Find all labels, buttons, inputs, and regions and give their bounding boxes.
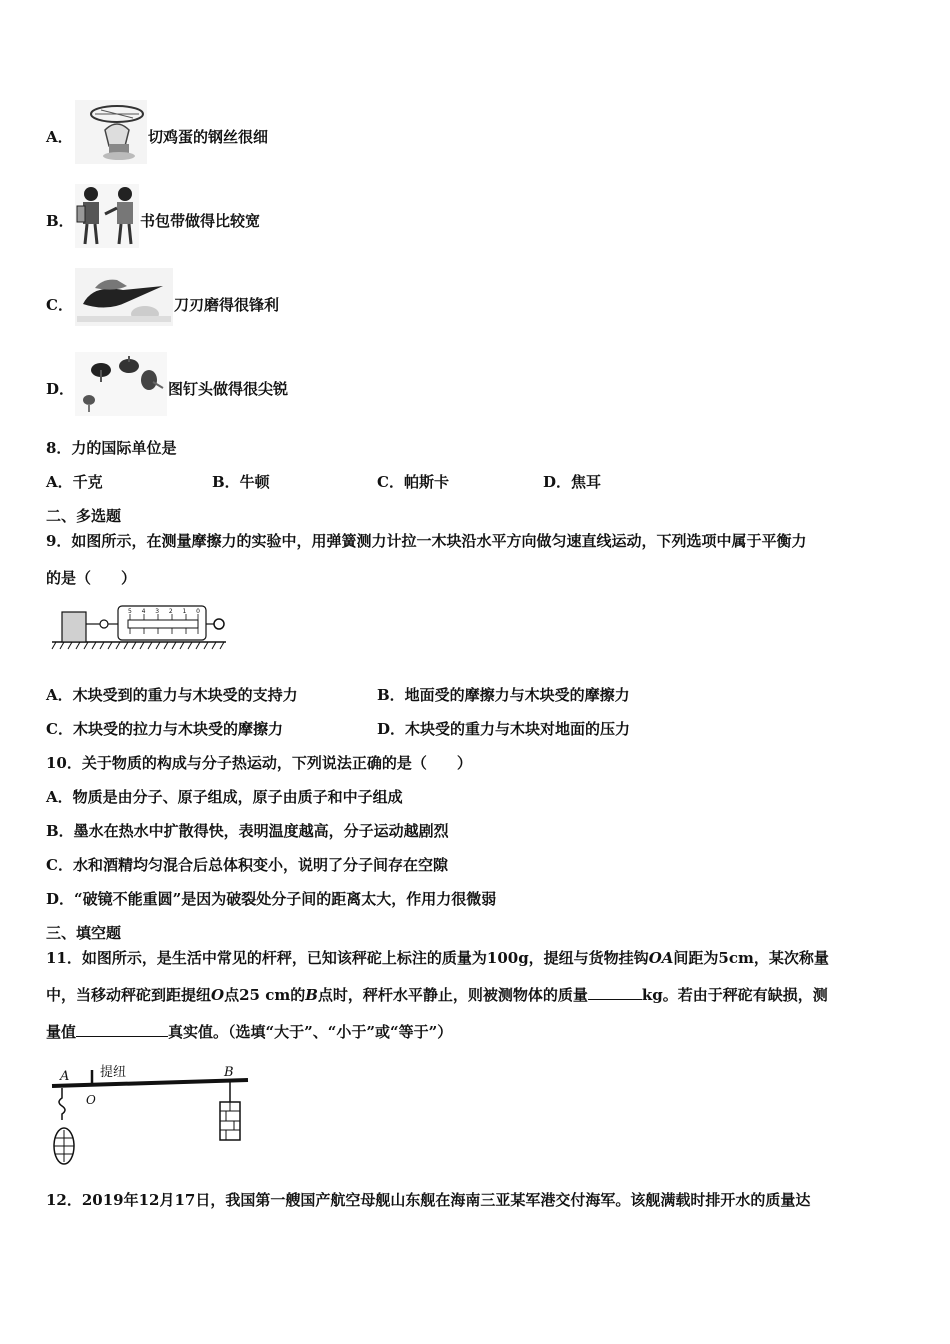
q11-line2-part1: 中，当移动秤砣到距提纽 xyxy=(46,986,212,1004)
q11-answer-blank-1[interactable] xyxy=(588,985,642,1000)
q9-stem-line1: 9．如图所示，在测量摩擦力的实验中，用弹簧测力计拉一木块沿水平方向做匀速直线运动，下列选项中属于平衡力 xyxy=(46,532,807,550)
q9-option-c: C．木块受的拉力与木块受的摩擦力 xyxy=(46,720,283,738)
q8-option-a: A．千克 xyxy=(46,473,103,491)
q10-stem: 10．关于物质的构成与分子热运动，下列说法正确的是（ ） xyxy=(46,754,472,772)
q8-option-b: B．牛顿 xyxy=(212,473,270,491)
q11-line3 xyxy=(46,1022,452,1042)
steelyard-label-o: O xyxy=(86,1093,96,1107)
q9-option-a: A．木块受到的重力与木块受的支持力 xyxy=(46,686,298,704)
steelyard-label-a: A xyxy=(60,1069,70,1084)
q8-option-c: C．帕斯卡 xyxy=(377,473,449,491)
q11-line1 xyxy=(46,948,829,968)
steelyard-label-b: B xyxy=(224,1065,234,1080)
spring-scale-diagram xyxy=(50,602,230,654)
q12-stem: 12．2019年12月17日，我国第一艘国产航空母舰山东舰在海南三亚某军港交付海军。该舰满载时排开水的质量达 xyxy=(46,1191,811,1209)
q11-line1-part1: 11．如图所示，是生活中常见的杆秤，已知该秤砣上标注的质量为100g，提纽与货物挂钩 xyxy=(46,949,649,967)
q11-o-symbol: O xyxy=(211,986,225,1004)
q11-answer-blank-2[interactable] xyxy=(76,1022,168,1037)
q9-option-d: D．木块受的重力与木块对地面的压力 xyxy=(377,720,631,738)
q7-option-c: C． xyxy=(46,296,73,314)
q7-option-a-letter: A． xyxy=(46,128,73,146)
q8-option-d: D．焦耳 xyxy=(543,473,602,491)
q11-line3-part2: 真实值。（选填“大于”、“小于”或“等于”） xyxy=(168,1023,453,1041)
q10-option-c: C．水和酒精均匀混合后总体积变小，说明了分子间存在空隙 xyxy=(46,856,448,874)
schoolbag-strap-image xyxy=(75,184,139,248)
q7-option-c-text: 刀刃磨得很锋利 xyxy=(174,296,280,314)
q11-line2-part3: 点时，秤杆水平静止，则被测物体的质量 xyxy=(317,986,588,1004)
q7-option-d-text: 图钉头做得很尖锐 xyxy=(168,380,289,398)
q7-option-b-text: 书包带做得比较宽 xyxy=(140,212,261,230)
section-multiple-choice-title: 二、多选题 xyxy=(46,507,122,525)
q11-line2-part2: 点25 cm的 xyxy=(224,986,306,1004)
q9-stem-line2: 的是（ ） xyxy=(46,569,137,587)
spring-scale-tick-labels: 5 4 3 2 1 0 xyxy=(128,608,200,615)
q10-option-b: B．墨水在热水中扩散得快，表明温度越高，分子运动越剧烈 xyxy=(46,822,449,840)
q9-option-b: B．地面受的摩擦力与木块受的摩擦力 xyxy=(377,686,630,704)
q11-oa-symbol: OA xyxy=(648,949,674,967)
q7-option-d: D． xyxy=(46,380,75,398)
q8-stem: 8．力的国际单位是 xyxy=(46,439,177,457)
q11-line1-part2: 间距为5cm，某次称量 xyxy=(673,949,829,967)
section-fill-in-title: 三、填空题 xyxy=(46,924,122,942)
q7-option-b: B． xyxy=(46,212,74,230)
steelyard-label-tiniu: 提纽 xyxy=(100,1065,127,1080)
q7-option-a-text: 切鸡蛋的钢丝很细 xyxy=(148,128,269,146)
thumbtack-image xyxy=(75,352,167,416)
q11-b-symbol: B xyxy=(305,986,318,1004)
q11-line2-part4: kg。若由于秤砣有缺损，测 xyxy=(641,986,828,1004)
q7-option-a xyxy=(46,127,73,147)
q11-line3-part1: 量值 xyxy=(46,1023,77,1041)
knife-sharpening-image xyxy=(75,268,173,326)
q10-option-d: D．“破镜不能重圆”是因为破裂处分子间的距离太大，作用力很微弱 xyxy=(46,890,497,908)
egg-slicer-image xyxy=(75,100,147,164)
steelyard-diagram xyxy=(46,1060,256,1176)
q11-line2 xyxy=(46,985,828,1005)
q10-option-a: A．物质是由分子、原子组成，原子由质子和中子组成 xyxy=(46,788,403,806)
